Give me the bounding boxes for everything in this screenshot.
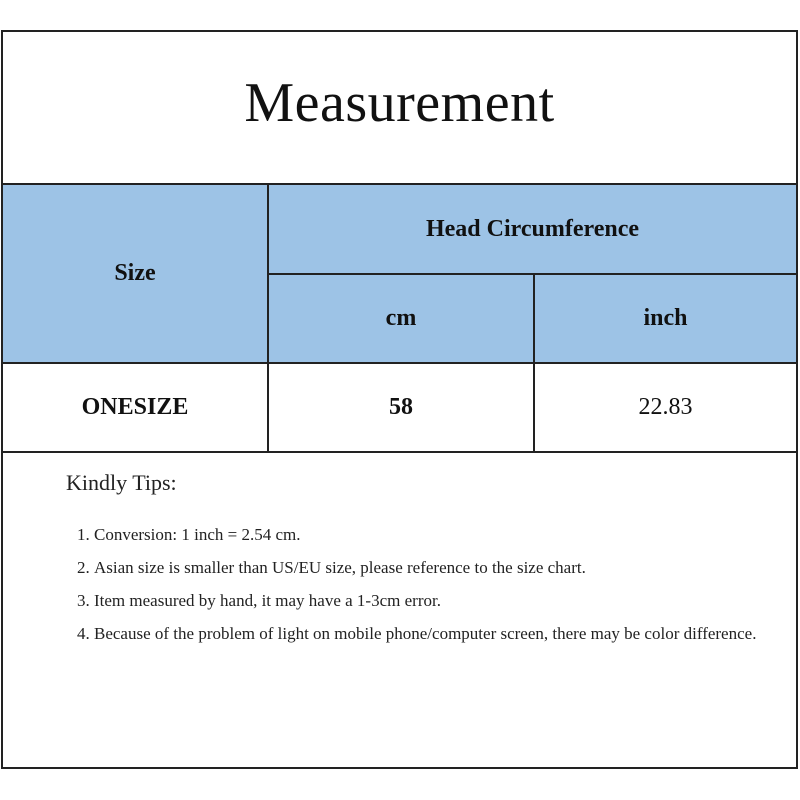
cm-cell: 58 — [268, 363, 534, 452]
size-cell: ONESIZE — [3, 363, 268, 452]
tips-list — [66, 518, 766, 650]
size-header-cell: Size — [3, 185, 268, 363]
inch-cell: 22.83 — [534, 363, 796, 452]
unit-inch-header: inch — [534, 274, 796, 363]
list-item: 4. Because of the problem of light on mobile phone/computer screen, there may be color difference. — [94, 617, 766, 650]
unit-cm-header: cm — [268, 274, 534, 363]
list-item: 3. Item measured by hand, it may have a 1-3cm error. — [94, 584, 766, 617]
list-item: 1. Conversion: 1 inch = 2.54 cm. — [94, 518, 766, 551]
kindly-tips — [66, 470, 766, 650]
table-row — [3, 363, 796, 452]
measurement-table — [3, 185, 796, 453]
head-circumference-header: Head Circumference — [268, 185, 796, 274]
chart-frame — [1, 30, 798, 769]
page-title: Measurement — [244, 71, 555, 134]
header-row-top — [3, 185, 796, 274]
tips-title: Kindly Tips: — [66, 470, 177, 495]
list-item: 2. Asian size is smaller than US/EU size, please reference to the size chart. — [94, 551, 766, 584]
title-row — [3, 32, 796, 185]
